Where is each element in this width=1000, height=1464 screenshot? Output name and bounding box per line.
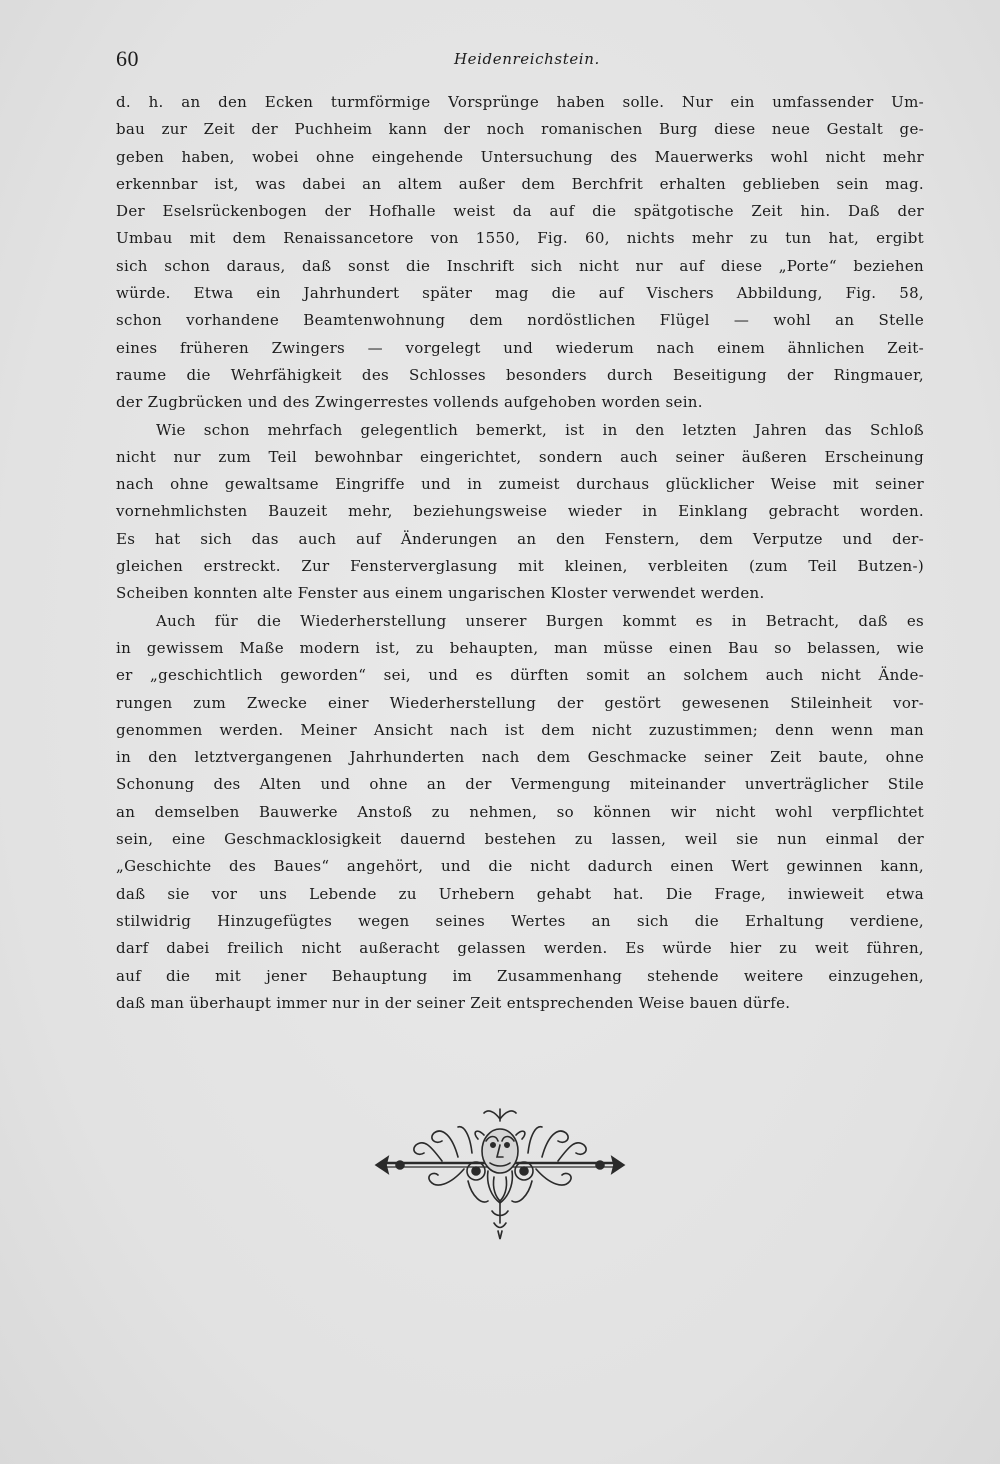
paragraph (116, 417, 924, 608)
text-line: gleichen erstreckt. Zur Fensterverglasung mit kleinen, verbleiten (zum Teil Butzen-) (116, 557, 924, 576)
text-line: nach ohne gewaltsame Eingriffe und in zumeist durchaus glücklicher Weise mit seiner (116, 475, 924, 494)
text-line: vornehmlichsten Bauzeit mehr, beziehungsweise wieder in Einklang gebracht worden. (116, 502, 924, 521)
text-line: sein, eine Geschmacklosigkeit dauernd bestehen zu lassen, weil sie nun einmal der (116, 830, 924, 849)
text-line: raume die Wehrfähigkeit des Schlosses besonders durch Beseitigung der Ringmauer, (116, 365, 924, 384)
running-head: Heidenreichstein. (454, 50, 600, 68)
text-line: nicht nur zum Teil bewohnbar eingerichtet, sondern auch seiner äußeren Erscheinung (116, 447, 924, 466)
text-line: stilwidrig Hinzugefügtes wegen seines Wertes an sich die Erhaltung verdiene, (116, 911, 924, 930)
text-line: Umbau mit dem Renaissancetore von 1550, Fig. 60, nichts mehr zu tun hat, ergibt (116, 229, 924, 248)
text-line: „Geschichte des Baues“ angehört, und die nicht dadurch einen Wert gewinnen kann, (116, 857, 924, 876)
text-line: d. h. an den Ecken turmförmige Vorsprünge haben solle. Nur ein umfassender Um- (116, 93, 924, 111)
text-line: auf die mit jener Behauptung im Zusammenhang stehende weitere einzugehen, (116, 966, 924, 985)
page-header (116, 44, 924, 74)
text-line: Schonung des Alten und ohne an der Vermengung miteinander unverträglicher Stile (116, 775, 924, 794)
paragraph (116, 608, 924, 1017)
paragraph (116, 89, 924, 417)
text-line: daß sie vor uns Lebende zu Urhebern gehabt hat. Die Frage, inwieweit etwa (116, 884, 924, 903)
text-line: darf dabei freilich nicht außeracht gelassen werden. Es würde hier zu weit führen, (116, 939, 924, 958)
text-line: Wie schon mehrfach gelegentlich bemerkt, ist in den letzten Jahren das Schloß (156, 420, 924, 439)
text-line: daß man überhaupt immer nur in der seiner Zeit entsprechenden Weise bauen dürfe. (116, 993, 791, 1012)
text-line: der Zugbrücken und des Zwingerrestes vollends aufgehoben worden sein. (116, 393, 703, 412)
text-line: genommen werden. Meiner Ansicht nach ist dem nicht zuzustimmen; denn wenn man (116, 720, 924, 739)
text-line: würde. Etwa ein Jahrhundert später mag die auf Vischers Abbildung, Fig. 58, (116, 284, 924, 303)
text-line: schon vorhandene Beamtenwohnung dem nordöstlichen Flügel — wohl an Stelle (116, 311, 924, 330)
body-text (116, 89, 924, 1017)
text-line: geben haben, wobei ohne eingehende Untersuchung des Mauerwerks wohl nicht mehr (116, 147, 924, 166)
text-line: rungen zum Zwecke einer Wiederherstellung der gestört gewesenen Stileinheit vor- (116, 693, 924, 712)
text-line: in gewissem Maße modern ist, zu behaupten, man müsse einen Bau so belassen, wie (116, 638, 924, 657)
text-line: Der Eselsrückenbogen der Hofhalle weist da auf die spätgotische Zeit hin. Daß der (116, 202, 924, 221)
text-line: in den letztvergangenen Jahrhunderten nach dem Geschmacke seiner Zeit baute, ohne (116, 748, 924, 767)
text-line: sich schon daraus, daß sonst die Inschrift sich nicht nur auf diese „Porte“ beziehen (116, 256, 924, 275)
text-line: erkennbar ist, was dabei an altem außer dem Berchfrit erhalten geblieben sein mag. (116, 174, 924, 193)
text-line: Scheiben konnten alte Fenster aus einem ungarischen Kloster verwendet werden. (116, 584, 765, 603)
text-line: er „geschichtlich geworden“ sei, und es dürften somit an solchem auch nicht Ände- (116, 666, 924, 685)
page-number: 60 (116, 46, 139, 71)
text-line: Auch für die Wiederherstellung unserer Burgen kommt es in Betracht, daß es (156, 611, 924, 630)
text-line: an demselben Bauwerke Anstoß zu nehmen, so können wir nicht wohl verpflichtet (116, 802, 924, 821)
text-line: Es hat sich das auch auf Änderungen an den Fenstern, dem Verputze und der- (116, 529, 924, 548)
text-line: bau zur Zeit der Puchheim kann der noch romanischen Burg diese neue Gestalt ge- (116, 120, 924, 139)
grotesque-mask-vignette-icon (372, 1105, 628, 1245)
text-line: eines früheren Zwingers — vorgelegt und wiederum nach einem ähnlichen Zeit- (116, 338, 924, 357)
